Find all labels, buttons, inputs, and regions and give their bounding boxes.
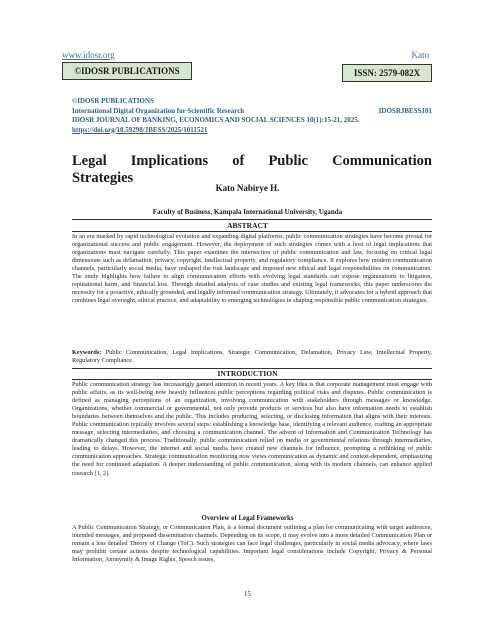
abstract-heading: ABSTRACT	[227, 221, 268, 230]
introduction-heading: INTRODUCTION	[217, 369, 278, 378]
meta-journal: IDOSR JOURNAL OF BANKING, ECONOMICS AND SOCIAL SCIENCES 10(1):15-21, 2025.	[72, 116, 360, 124]
title-word: Communication	[332, 153, 432, 169]
divider	[72, 231, 432, 232]
meta-publisher: ©IDOSR PUBLICATIONS	[72, 97, 154, 105]
issn-badge: ISSN: 2579-082X	[342, 64, 432, 82]
keywords-text: Public Communication, Legal Implications, Strategic Communication, Defamation, Privacy Law, Intellectual Property, Regulatory Compliance.	[72, 349, 432, 365]
title-word: of	[232, 153, 245, 169]
overview-heading: Overview of Legal Frameworks	[201, 515, 294, 522]
keywords-label: Keywords:	[72, 349, 102, 356]
meta-code: IDOSRJBESS101	[378, 106, 432, 115]
overview-text: A Public Communication Strategy, or Communication Plan, is a formal document outlining a plan for communicating with target audiences, intended messages, and proposed dissemination channels. Depending on its scope, it may evolve into a more detailed Communication Plan or remain a less detailed Theory of Change (ToC). Such strategies can face legal challenges, particularly in social media advocacy, where laws may prohibit certain actions despite technological capabilities. Important legal considerations include Copyright, Privacy & Personal Information, Anonymity & Image Rights, Speech issues,	[72, 524, 432, 564]
author-name: Kato Nabirye H.	[215, 183, 280, 193]
meta-org-row	[72, 107, 432, 117]
journal-url-link[interactable]: www.idosr.org	[62, 50, 115, 60]
meta-org: International Digital Organization for Scientific Research	[72, 106, 245, 115]
keywords-block	[72, 349, 432, 365]
divider	[72, 379, 432, 380]
title-word: Public	[268, 153, 308, 169]
introduction-text: Public communication strategy has increasingly gained attention in recent years. A key idea is that corporate management must engage with public affairs, as its well-being now heavily influences public perceptions regarding political risks and disputes. Public communication is defined as managing perceptions of an organization, involving communication with stakeholders through messages or knowledge. Organizations, whether commercial or governmental, not only provide products or services but also have information needs to establish boundaries between themselves and the public. This includes producing, selecting, or disclosing information that aligns with their interests. Public communication typically involves several steps: establishing a knowledge base, identifying a relevant audience, crafting an appropriate message, selecting intermediaries, and choosing a communication channel. The advent of Information and Communication Technology has dramatically changed this process. Traditionally, public communication relied on media or governmental relations through intermediaries, leading to delays. However, the internet and social media have created new channels for influence, prompting a rethinking of public communication approaches. Strategic communication monitoring now views communication as dynamic and context-dependent, emphasizing the need for continued adaptation. A deeper understanding of public communication, along with its modern channels, can enhance applied research [1, 2].	[72, 381, 432, 477]
journal-metadata	[72, 97, 432, 135]
publisher-badge: ©IDOSR PUBLICATIONS	[62, 62, 192, 80]
running-author: Kato	[411, 50, 429, 60]
title-word: Legal	[72, 153, 107, 169]
paper-title	[72, 153, 432, 187]
affiliation: Faculty of Business, Kampala International University, Uganda	[152, 208, 343, 216]
doi-link[interactable]: https://doi.org/10.59298/JBESS/2025/1011521	[72, 125, 208, 134]
title-line-1	[72, 153, 432, 170]
title-line-2: Strategies	[72, 170, 134, 186]
divider	[72, 219, 432, 220]
page-number: 15	[244, 590, 251, 598]
abstract-text: In an era marked by rapid technological evolution and expanding digital platforms, public communication strategies have become pivotal for organizational success and public engagement. However, the deployment of such strategies comes with a host of legal implications that organizations must navigate carefully. This paper examines the intersection of public communication and law, focusing on critical legal dimensions such as defamation, privacy, copyright, intellectual property, and regulatory compliance. It explores how modern communication channels, particularly social media, have reshaped the risk landscape and imposed new ethical and legal responsibilities on communicators. The study highlights how failure to align communication efforts with evolving legal standards can expose organizations to litigation, reputational harm, and financial loss. Through detailed analysis of case studies and existing legal frameworks, this paper underscores the necessity for a proactive, ethically grounded, and legally informed communication strategy. Ultimately, it advocates for a hybrid approach that combines legal oversight, ethical practice, and adaptability to emerging technologies in shaping responsible public communication strategies.	[72, 233, 432, 305]
title-word: Implications	[130, 153, 209, 169]
